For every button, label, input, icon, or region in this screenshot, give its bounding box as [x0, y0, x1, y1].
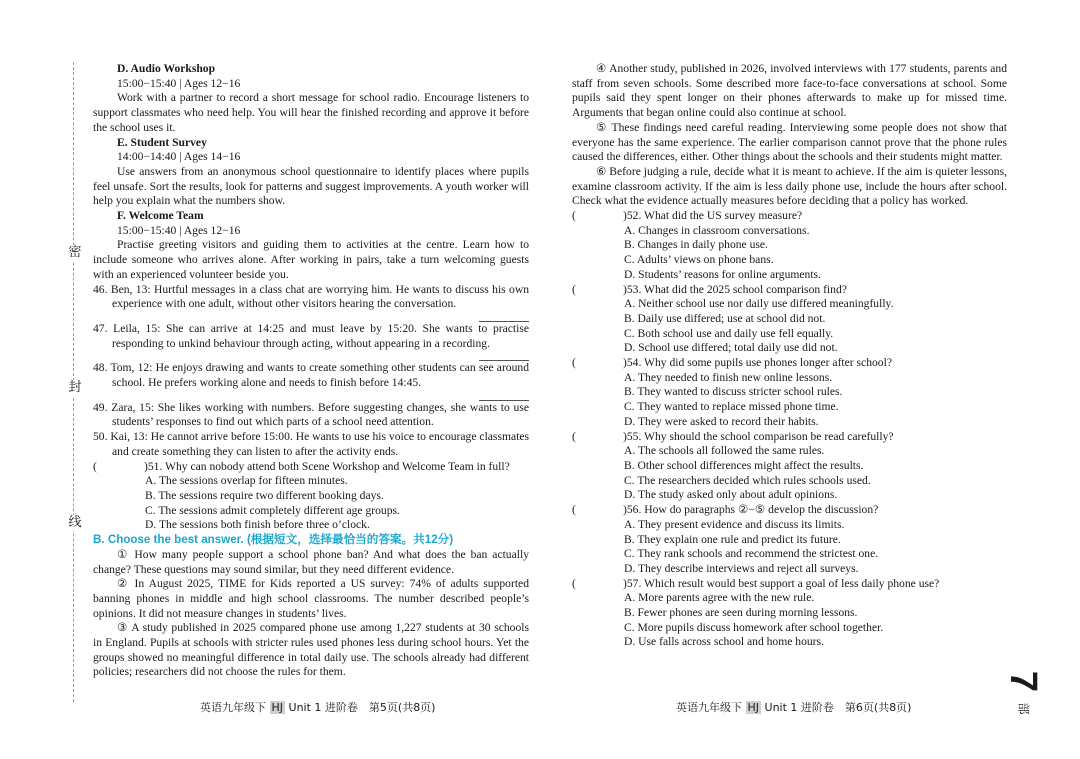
right-column — [572, 62, 1007, 650]
option-52-d: D. Students’ reasons for online arguments. — [624, 267, 821, 281]
option-51-b: B. The sessions require two different booking days. — [145, 488, 384, 502]
answer-blank-46[interactable] — [93, 312, 529, 322]
option-53-c: C. Both school use and daily use fell equally. — [624, 326, 834, 340]
footer-left-page: Unit 1 进阶卷 第5页(共8页) — [288, 701, 436, 714]
question-54-stem: )54. Why did some pupils use phones longer after school? — [623, 356, 892, 370]
side-page-number: 7 — [1002, 670, 1045, 693]
option-55-c: C. The researchers decided which rules schools used. — [624, 473, 871, 487]
option-55-d: D. The study asked only about adult opinions. — [624, 488, 838, 502]
question-46: 46. Ben, 13: Hurtful messages in a class chat are worrying him. He wants to discuss his own experience with one adult, without other visitors hearing the conversation. — [93, 282, 529, 311]
footer-right-hj: HJ — [747, 701, 760, 714]
left-column — [93, 62, 529, 680]
passage-para-6: ⑥ Before judging a rule, decide what it is meant to achieve. If the aim is quieter lessons, examine classroom activity. If the aim is less daily phone use, include the hours after school. Check what the evidence actually measures before deciding that a policy has worked. — [572, 164, 1007, 208]
activity-meta-survey: 14:00−14:40 | Ages 14−16 — [117, 150, 241, 164]
question-56 — [572, 503, 1007, 518]
footer-left — [200, 699, 435, 715]
option-53-a: A. Neither school use nor daily use differed meaningfully. — [624, 297, 894, 311]
answer-paren-57[interactable]: ( — [572, 576, 576, 590]
answer-paren-56[interactable]: ( — [572, 503, 576, 517]
passage-para-1: ① How many people support a school phone ban? And what does the ban actually change? These questions may sound similar, but they need different evidence. — [93, 547, 529, 576]
answer-blank-47[interactable] — [93, 351, 529, 361]
option-56-a: A. They present evidence and discuss its limits. — [624, 517, 845, 531]
activity-title-welcome: F. Welcome Team — [117, 209, 204, 223]
option-55-b: B. Other school differences might affect the results. — [624, 458, 864, 472]
margin-label-close: 封 — [68, 380, 82, 395]
question-52 — [572, 209, 1007, 224]
activity-desc-survey: Use answers from an anonymous school questionnaire to identify places where pupils feel unsafe. Sort the results, look for patterns and suggest improvements. A youth worker will help you explain what the numbers show. — [93, 164, 529, 208]
side-char: 部 — [1016, 702, 1031, 715]
option-53-d: D. School use differed; total daily use did not. — [624, 341, 838, 355]
passage-para-4: ④ Another study, published in 2026, involved interviews with 177 students, parents and staff from seven schools. Some described more face-to-face conversations at school. Some pupils said they spent longer on their phones afterwards to make up for missed time. Arguments that began online could also continue at school. — [572, 62, 1007, 120]
activity-title-audio: D. Audio Workshop — [117, 62, 216, 75]
margin-label-seal: 密 — [68, 245, 82, 260]
option-57-b: B. Fewer phones are seen during morning lessons. — [624, 606, 858, 620]
activity-desc-audio: Work with a partner to record a short message for school radio. Encourage listeners to support classmates who need help. You will hear the finished recording and approve it before the school uses it. — [93, 91, 529, 134]
question-48: 48. Tom, 12: He enjoys drawing and wants to create something other students can see around school. He prefers working alone and needs to finish before 14:45. — [93, 361, 529, 390]
question-51 — [93, 460, 529, 475]
option-53-b: B. Daily use differed; use at school did not. — [624, 311, 826, 325]
footer-right — [676, 699, 911, 715]
option-52-b: B. Changes in daily phone use. — [624, 238, 768, 252]
answer-paren-55[interactable]: ( — [572, 429, 576, 443]
passage-para-5: ⑤ These findings need careful reading. Interviewing some people does not show that everyone has the same experience. The earlier comparison cannot prove that the phone rules caused the differences, either. Other things about the schools and their students might matter. — [572, 120, 1007, 164]
option-51-c: C. The sessions admit completely different age groups. — [145, 503, 400, 517]
question-47: 47. Leila, 15: She can arrive at 14:25 and must leave by 15:20. She wants to practise responding to unkind behaviour through acting, without appearing in a recording. — [93, 321, 529, 350]
activity-meta-audio: 15:00−15:40 | Ages 12−16 — [117, 76, 241, 90]
question-53-stem: )53. What did the 2025 school comparison find? — [623, 282, 847, 296]
option-57-c: C. More pupils discuss homework after school together. — [624, 620, 884, 634]
question-55 — [572, 430, 1007, 445]
question-57-stem: )57. Which result would best support a goal of less daily phone use? — [623, 576, 940, 590]
passage-para-3: ③ A study published in 2025 compared phone use among 1,227 students at 30 schools in England. Pupils at schools with stricter rules used phones less during school hours. Yet the groups showed no meaningful difference in total daily use. The schools already had different policies; researchers did not choose the rules for them. — [93, 621, 529, 679]
activity-title-survey: E. Student Survey — [117, 135, 207, 149]
option-54-c: C. They wanted to replace missed phone time. — [624, 400, 839, 414]
question-49: 49. Zara, 15: She likes working with numbers. Before suggesting changes, she wants to use students’ responses to find out which parts of a school need attention. — [93, 400, 529, 429]
option-54-d: D. They were asked to record their habits. — [624, 414, 819, 428]
option-51-a: A. The sessions overlap for fifteen minutes. — [145, 474, 348, 488]
answer-paren-52[interactable]: ( — [572, 209, 576, 223]
question-52-stem: )52. What did the US survey measure? — [623, 209, 803, 223]
footer-left-subject: 英语九年级下 — [200, 701, 266, 714]
option-55-a: A. The schools all followed the same rules. — [624, 444, 825, 458]
footer-right-subject: 英语九年级下 — [676, 701, 742, 714]
option-54-b: B. They wanted to discuss stricter school rules. — [624, 385, 843, 399]
answer-paren-54[interactable]: ( — [572, 356, 576, 370]
option-56-d: D. They describe interviews and reject all surveys. — [624, 561, 859, 575]
question-57 — [572, 577, 1007, 592]
footer-right-page: Unit 1 进阶卷 第6页(共8页) — [764, 701, 912, 714]
option-57-a: A. More parents agree with the new rule. — [624, 591, 815, 605]
footer-left-hj: HJ — [271, 701, 284, 714]
option-51-d: D. The sessions both finish before three o’clock. — [145, 518, 370, 532]
option-56-c: C. They rank schools and recommend the strictest one. — [624, 547, 879, 561]
passage-para-2: ② In August 2025, TIME for Kids reported a US survey: 74% of adults supported banning phones in middle and high school classrooms. The number described people’s opinions. It did not measure changes in students’ lives. — [93, 577, 529, 620]
option-54-a: A. They needed to finish new online lessons. — [624, 370, 833, 384]
option-52-a: A. Changes in classroom conversations. — [624, 223, 810, 237]
answer-paren-51[interactable]: ( — [93, 459, 97, 473]
activity-desc-welcome: Practise greeting visitors and guiding them to activities at the centre. Learn how to include someone who arrives alone. After working in pairs, take a turn welcoming guests with an experienced volunteer beside you. — [93, 238, 529, 281]
margin-label-line: 线 — [68, 515, 82, 530]
answer-blank-48[interactable] — [93, 391, 529, 401]
question-56-stem: )56. How do paragraphs ②−⑤ develop the discussion? — [623, 503, 879, 517]
option-52-c: C. Adults’ views on phone bans. — [624, 253, 774, 267]
question-53 — [572, 283, 1007, 298]
option-56-b: B. They explain one rule and predict its future. — [624, 532, 841, 546]
question-54 — [572, 356, 1007, 371]
option-57-d: D. Use falls across school and home hours. — [624, 635, 824, 649]
question-51-stem: )51. Why can nobody attend both Scene Workshop and Welcome Team in full? — [144, 459, 510, 473]
question-50: 50. Kai, 13: He cannot arrive before 15:00. He wants to use his voice to encourage classmates and create something they can listen to after the activity ends. — [93, 430, 529, 458]
section-b-title: B. Choose the best answer. (根据短文，选择最恰当的答案。共12分) — [93, 533, 454, 547]
answer-paren-53[interactable]: ( — [572, 282, 576, 296]
question-55-stem: )55. Why should the school comparison be read carefully? — [623, 429, 894, 443]
activity-meta-welcome: 15:00−15:40 | Ages 12−16 — [117, 223, 241, 237]
